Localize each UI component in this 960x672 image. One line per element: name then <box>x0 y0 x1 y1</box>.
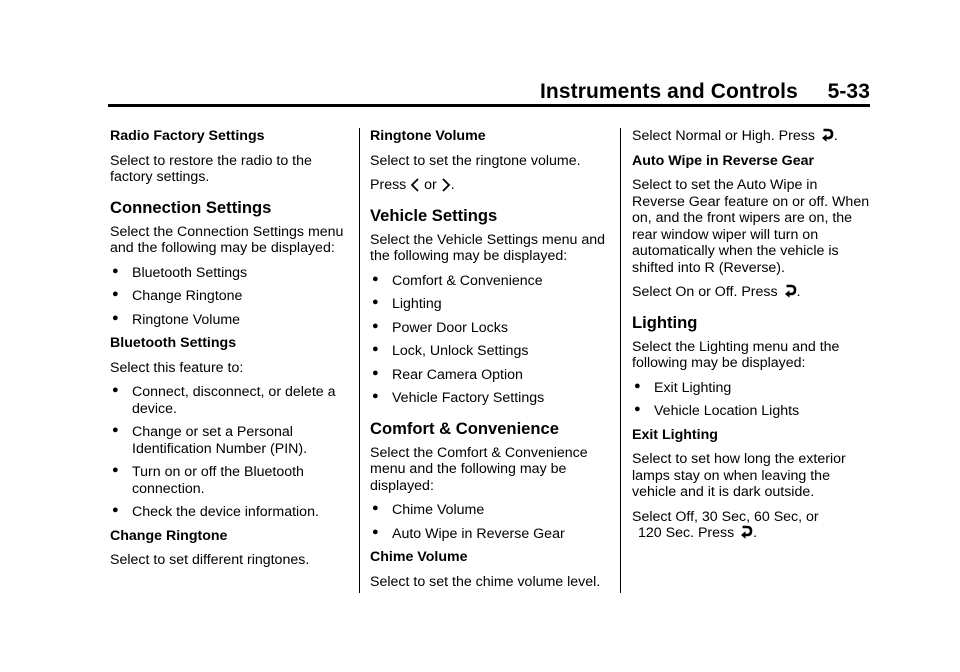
list-item <box>110 384 348 417</box>
list-item-text: Vehicle Location Lights <box>654 403 800 419</box>
bullet-icon: ● <box>372 343 379 355</box>
bullet-icon: ● <box>112 424 119 436</box>
list-item-text: Check the device information. <box>132 504 319 520</box>
paragraph: Select the Connection Settings menu and the following may be displayed: <box>110 223 344 256</box>
section-heading: Lighting <box>632 312 698 332</box>
list-item-text: Exit Lighting <box>654 379 732 396</box>
bullet-icon: ● <box>372 296 379 308</box>
list-item-text: Chime Volume <box>392 502 485 518</box>
bullet-icon: ● <box>112 464 119 476</box>
instruction-line: 120 Sec. Press . <box>638 525 758 541</box>
column-divider <box>620 128 621 593</box>
chevron-left-icon <box>410 178 420 192</box>
list-item-text: Turn on or off the Bluetooth connection. <box>132 464 304 497</box>
instruction-text: 120 Sec. Press <box>638 525 735 541</box>
list-item <box>110 312 348 329</box>
bullet-icon: ● <box>634 403 641 415</box>
section-title: Instruments and Controls <box>539 80 798 103</box>
paragraph: Select to set the Auto Wipe in Reverse Gear feature on or off. When on, and the front wipers are on, the rear window wiper will turn on automatically when the vehicle is shifted into R (Reverse). <box>632 177 870 276</box>
subheading: Ringtone Volume <box>370 128 486 144</box>
subheading: Auto Wipe in Reverse Gear <box>632 152 814 169</box>
list-item <box>110 288 348 305</box>
list-item <box>632 403 872 420</box>
list-item-text: Lighting <box>392 296 442 312</box>
list-item-text: Auto Wipe in Reverse Gear <box>392 525 565 542</box>
list-item-text: Comfort & Convenience <box>392 272 543 289</box>
bullet-icon: ● <box>634 379 641 392</box>
column-2 <box>370 128 608 598</box>
list-item-text: Change or set a Personal Identification Number (PIN). <box>132 424 308 457</box>
page-header <box>108 80 870 108</box>
return-arrow-icon <box>784 284 797 298</box>
instruction-text: Select Off, 30 Sec, 60 Sec, or <box>632 508 819 525</box>
bullet-icon: ● <box>372 366 379 379</box>
paragraph: Select to restore the radio to the factory settings. <box>110 152 312 185</box>
section-heading: Vehicle Settings <box>370 205 498 225</box>
paragraph: Select the Comfort & Convenience menu and the following may be displayed: <box>370 444 588 494</box>
return-arrow-icon <box>740 525 753 539</box>
list-item <box>110 464 348 497</box>
press-instruction: Select On or Off. Press . <box>632 284 801 300</box>
press-instruction <box>632 509 872 542</box>
list-item <box>370 273 608 290</box>
paragraph: Select to set how long the exterior lamps stay on when leaving the vehicle and it is dark outside. <box>632 451 846 500</box>
list-item <box>370 502 608 519</box>
list-item-text: Change Ringtone <box>132 288 243 304</box>
list-item-text: Lock, Unlock Settings <box>392 343 529 359</box>
list-item <box>370 343 608 360</box>
press-instruction: Press or . <box>370 177 455 193</box>
bullet-icon: ● <box>372 319 379 332</box>
list-item-text: Ringtone Volume <box>132 311 241 328</box>
paragraph: Select to set the chime volume level. <box>370 573 601 590</box>
paragraph: Select to set different ringtones. <box>110 552 310 568</box>
list-item <box>370 526 608 543</box>
paragraph: Select the Lighting menu and the following may be displayed: <box>632 338 840 371</box>
list-item <box>110 265 348 282</box>
bullet-icon: ● <box>372 502 379 514</box>
list-item-text: Connect, disconnect, or delete a device. <box>132 384 336 417</box>
paragraph: Select to set the ringtone volume. <box>370 152 581 169</box>
section-heading: Comfort & Convenience <box>370 418 560 438</box>
bullet-icon: ● <box>112 504 119 516</box>
press-word: Press <box>370 177 407 193</box>
page-number: 5-33 <box>827 80 870 103</box>
list-item <box>632 380 872 397</box>
bullet-icon: ● <box>112 264 119 277</box>
list-item <box>370 320 608 337</box>
section-heading: Connection Settings <box>110 197 272 217</box>
list-item-text: Power Door Locks <box>392 319 508 336</box>
page-header-title <box>540 80 870 104</box>
subheading: Exit Lighting <box>632 426 718 443</box>
chevron-right-icon <box>441 178 451 192</box>
list-item <box>370 367 608 384</box>
bullet-icon: ● <box>112 311 119 324</box>
list-item-text: Bluetooth Settings <box>132 264 248 281</box>
column-divider <box>359 128 360 593</box>
list-item <box>110 504 348 521</box>
list-item <box>110 424 348 457</box>
subheading: Radio Factory Settings <box>110 128 265 144</box>
bullet-icon: ● <box>372 390 379 402</box>
subheading: Bluetooth Settings <box>110 335 237 351</box>
bullet-icon: ● <box>372 525 379 538</box>
or-word: or <box>424 177 437 193</box>
list-item-text: Rear Camera Option <box>392 366 523 383</box>
paragraph: Select this feature to: <box>110 359 244 376</box>
list-item <box>370 390 608 407</box>
column-3 <box>632 128 872 550</box>
subheading: Chime Volume <box>370 549 468 565</box>
column-1 <box>110 128 348 577</box>
list-item-text: Vehicle Factory Settings <box>392 390 545 406</box>
bullet-icon: ● <box>112 384 119 396</box>
press-instruction: Select Normal or High. Press . <box>632 128 838 144</box>
paragraph: Select the Vehicle Settings menu and the following may be displayed: <box>370 231 606 264</box>
bullet-icon: ● <box>112 288 119 300</box>
list-item <box>370 296 608 313</box>
header-rule <box>108 104 870 107</box>
instruction-text: Select Normal or High. Press <box>632 128 815 144</box>
instruction-text: Select On or Off. Press <box>632 284 778 300</box>
subheading: Change Ringtone <box>110 527 228 544</box>
return-arrow-icon <box>821 128 834 142</box>
bullet-icon: ● <box>372 272 379 285</box>
